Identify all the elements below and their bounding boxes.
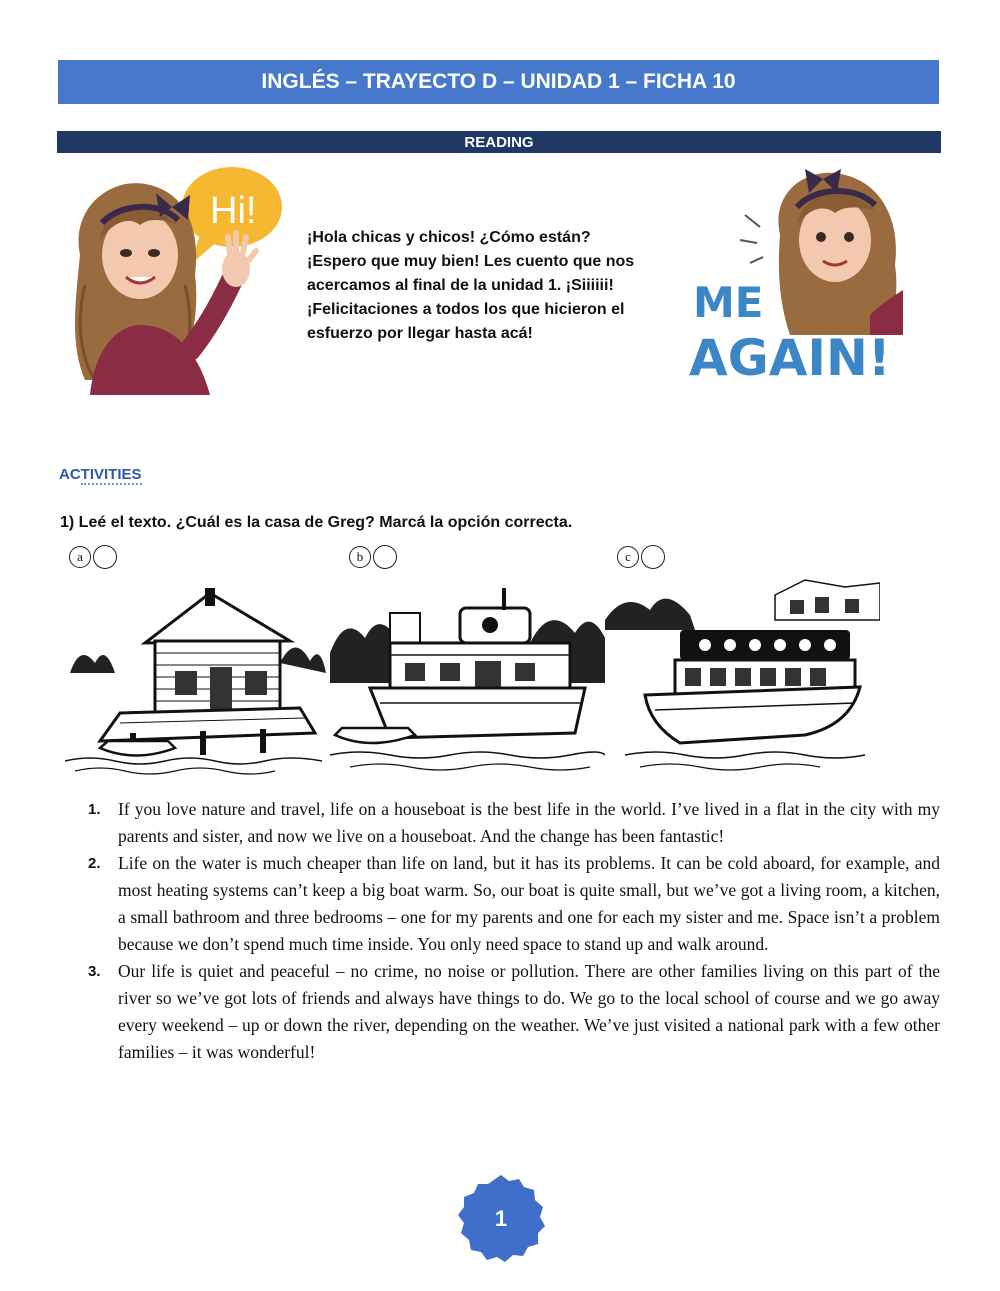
reading-paragraph xyxy=(88,850,940,958)
greeting-line: acercamos al final de la unidad 1. ¡Siiiiii! xyxy=(307,277,614,294)
greeting-line: ¡Felicitaciones a todos los que hicieron el xyxy=(307,301,625,318)
reading-paragraph xyxy=(88,796,940,850)
paragraph-number: 1. xyxy=(88,801,101,818)
option-b-label xyxy=(349,545,397,569)
girl-waving-illustration xyxy=(60,165,290,395)
option-c-label xyxy=(617,545,665,569)
me-again-illustration xyxy=(685,165,910,390)
me-again-line2: AGAIN! xyxy=(689,329,891,387)
option-b-checkbox[interactable] xyxy=(373,545,397,569)
option-a-letter: a xyxy=(69,546,91,568)
activities-heading xyxy=(59,466,142,483)
me-again-line1: ME xyxy=(693,278,764,327)
reading-text-list xyxy=(88,796,940,1066)
option-b xyxy=(330,543,605,778)
speech-bubble-text: Hi! xyxy=(210,190,257,232)
paragraph-text: Our life is quiet and peaceful – no crime, no noise or pollution. There are other families living on this part of the river so we’ve got lots of friends and always have things to do. We go to the local school of course and we go away every weekend – up or down the river, depending on the weather. We’ve just visited a national park with a few other families – it was wonderful! xyxy=(118,961,940,1062)
option-a-checkbox[interactable] xyxy=(93,545,117,569)
option-c-checkbox[interactable] xyxy=(641,545,665,569)
paragraph-text: Life on the water is much cheaper than life on land, but it has its problems. It can be cold aboard, for example, and most heating systems can’t keep a big boat warm. So, our boat is quite small, but we’ve got a living room, a kitchen, a small bathroom and three bedrooms – one for my parents and one for each my sister and me. Space isn’t a problem because we don’t spend much time inside. You only need space to stand up and walk around. xyxy=(118,853,940,954)
greeting-line: ¡Hola chicas y chicos! ¿Cómo están? xyxy=(307,229,591,246)
page-title-bar xyxy=(58,60,939,104)
paragraph-number: 3. xyxy=(88,963,101,980)
activities-heading-part1: AC xyxy=(59,466,81,483)
house-on-dock-icon xyxy=(60,583,328,778)
option-b-letter: b xyxy=(349,546,371,568)
option-a-label xyxy=(69,545,117,569)
page-number: 1 xyxy=(494,1206,508,1231)
option-a xyxy=(60,543,328,778)
reading-paragraph xyxy=(88,958,940,1066)
riverboat-icon xyxy=(605,575,880,778)
option-c xyxy=(605,543,880,778)
greeting-line: esfuerzo por llegar hasta acá! xyxy=(307,325,533,342)
greeting-text xyxy=(307,226,667,346)
picture-options xyxy=(60,543,880,778)
section-title: READING xyxy=(464,133,534,151)
option-c-letter: c xyxy=(617,546,639,568)
greeting-line: ¡Espero que muy bien! Les cuento que nos xyxy=(307,253,635,270)
page-title: INGLÉS – TRAYECTO D – UNIDAD 1 – FICHA 10 xyxy=(261,70,736,93)
houseboat-icon xyxy=(330,583,605,778)
paragraph-text: If you love nature and travel, life on a houseboat is the best life in the world. I’ve lived in a flat in the city with my parents and sister, and now we live on a houseboat. And the change has been fantastic! xyxy=(118,799,940,846)
activities-heading-part2: TIVITIES xyxy=(80,466,142,483)
section-title-bar xyxy=(57,131,941,153)
paragraph-number: 2. xyxy=(88,855,101,872)
question-text: 1) Leé el texto. ¿Cuál es la casa de Greg? Marcá la opción correcta. xyxy=(60,514,573,531)
